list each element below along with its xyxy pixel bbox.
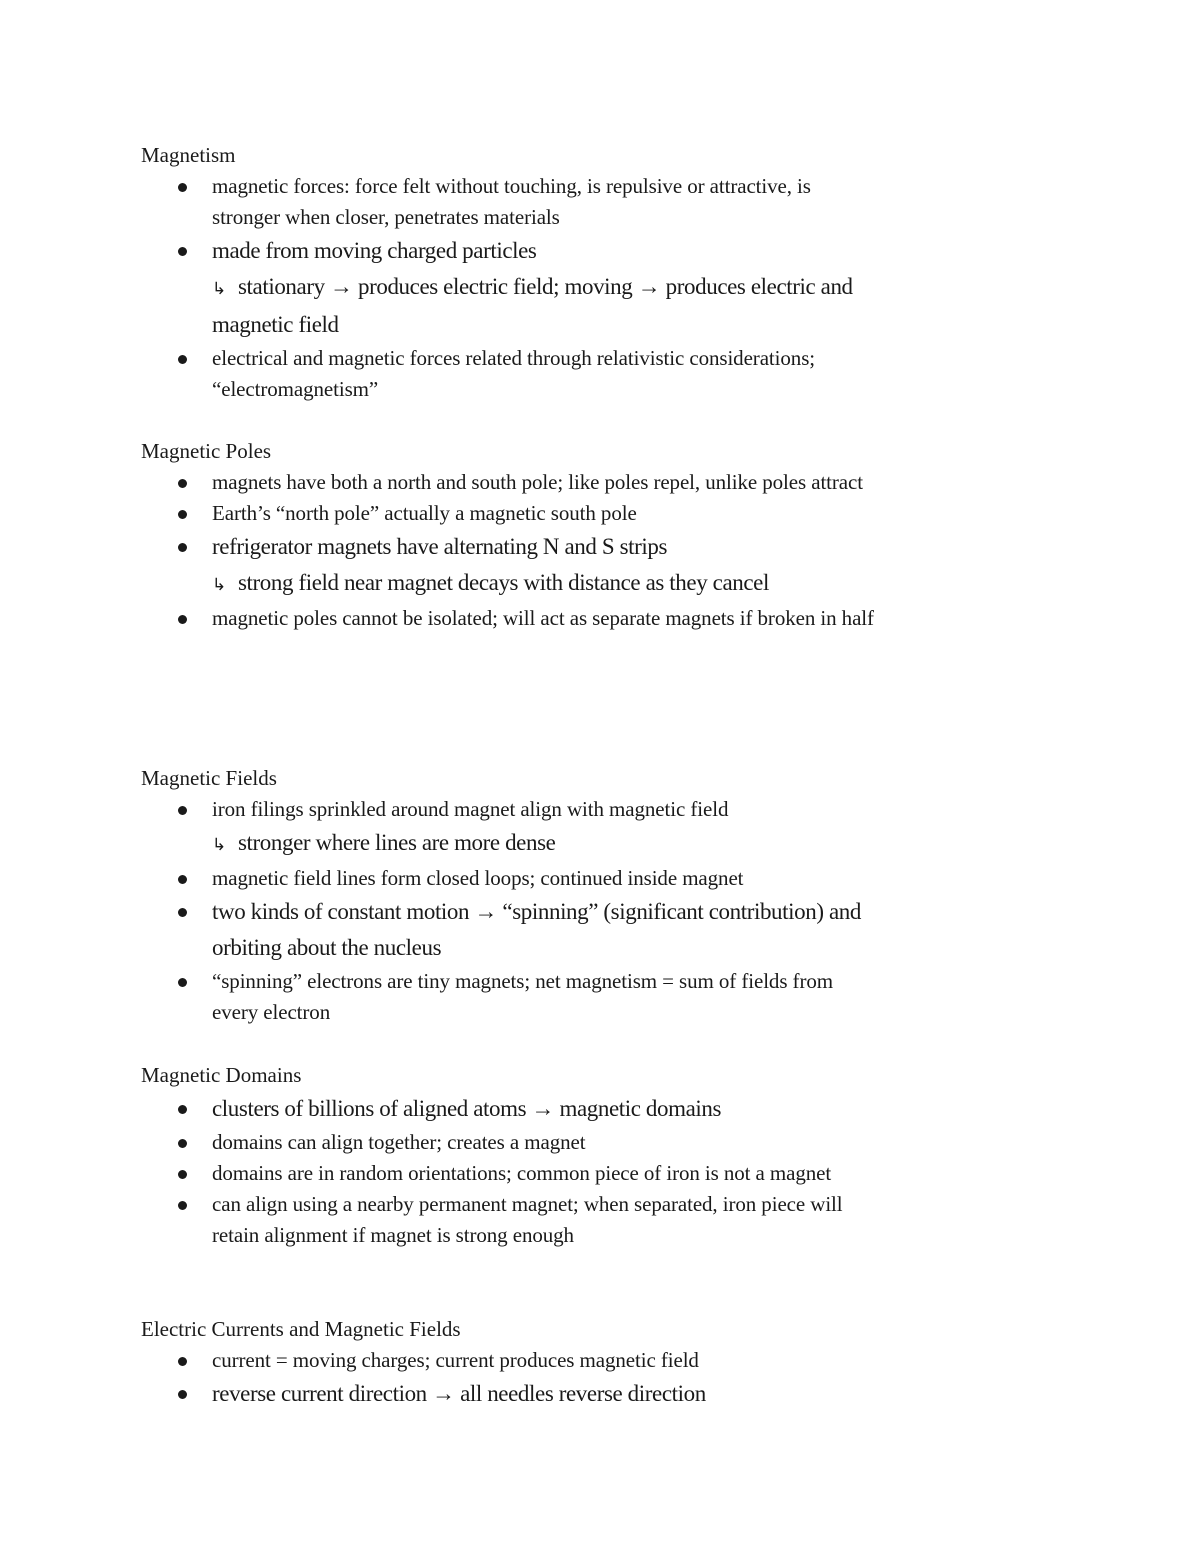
section-electric-currents xyxy=(141,1314,881,1412)
item-text: iron filings sprinkled around magnet align with magnetic field xyxy=(212,797,729,821)
section-heading: Electric Currents and Magnetic Fields xyxy=(141,1317,461,1341)
bullet-icon xyxy=(178,615,187,624)
item-text: magnetic field lines form closed loops; continued inside magnet xyxy=(212,866,744,890)
item-text: refrigerator magnets have alternating N and S strips xyxy=(212,534,668,559)
list-item xyxy=(141,863,881,894)
list-item xyxy=(141,343,881,405)
bullet-icon xyxy=(178,1357,187,1366)
list-item xyxy=(141,171,881,233)
sub-note-text: stationary → produces electric field; moving → produces electric and magnetic field xyxy=(212,274,853,337)
item-text: can align using a nearby permanent magnet; when separated, iron piece will retain alignment if magnet is strong enough xyxy=(212,1192,843,1247)
list-item xyxy=(141,794,881,863)
sub-note xyxy=(212,269,881,343)
return-arrow-icon: ↳ xyxy=(212,279,226,299)
list-item xyxy=(141,894,881,966)
list-item xyxy=(141,1158,881,1189)
list-item xyxy=(141,1345,881,1376)
bullet-list xyxy=(141,794,881,1028)
section-magnetic-fields xyxy=(141,763,881,1028)
list-item xyxy=(141,1091,881,1127)
return-arrow-icon: ↳ xyxy=(212,575,226,595)
list-item xyxy=(141,1189,881,1251)
section-magnetic-domains xyxy=(141,1060,881,1251)
sub-note xyxy=(212,565,881,603)
bullet-list xyxy=(141,171,881,405)
bullet-icon xyxy=(178,1390,187,1399)
bullet-list xyxy=(141,1345,881,1412)
bullet-icon xyxy=(178,1201,187,1210)
list-item xyxy=(141,1376,881,1412)
section-magnetic-poles xyxy=(141,436,881,634)
bullet-icon xyxy=(178,543,187,552)
bullet-icon xyxy=(178,1105,187,1114)
item-text: magnetic poles cannot be isolated; will act as separate magnets if broken in half xyxy=(212,606,874,630)
item-text: clusters of billions of aligned atoms → magnetic domains xyxy=(212,1096,722,1121)
item-text: two kinds of constant motion → “spinning” (significant contribution) and orbiting about the nucleus xyxy=(212,899,861,960)
list-item xyxy=(141,1127,881,1158)
bullet-icon xyxy=(178,1170,187,1179)
item-text: current = moving charges; current produces magnetic field xyxy=(212,1348,699,1372)
sub-note-text: stronger where lines are more dense xyxy=(238,830,556,855)
list-item xyxy=(141,233,881,343)
section-magnetism xyxy=(141,140,881,405)
bullet-icon xyxy=(178,806,187,815)
bullet-icon xyxy=(178,247,187,256)
list-item xyxy=(141,467,881,498)
bullet-icon xyxy=(178,875,187,884)
item-text: Earth’s “north pole” actually a magnetic south pole xyxy=(212,501,637,525)
bullet-icon xyxy=(178,1139,187,1148)
item-text: domains can align together; creates a magnet xyxy=(212,1130,586,1154)
sub-note xyxy=(212,825,881,863)
item-text: electrical and magnetic forces related through relativistic considerations; “electromagnetism” xyxy=(212,346,815,401)
item-text: magnetic forces: force felt without touching, is repulsive or attractive, is stronger when closer, penetrates materials xyxy=(212,174,811,229)
return-arrow-icon: ↳ xyxy=(212,835,226,855)
bullet-icon xyxy=(178,183,187,192)
section-heading: Magnetic Fields xyxy=(141,766,277,790)
section-heading: Magnetic Poles xyxy=(141,439,272,463)
item-text: made from moving charged particles xyxy=(212,238,537,263)
bullet-list xyxy=(141,467,881,634)
bullet-icon xyxy=(178,908,187,917)
list-item xyxy=(141,498,881,529)
section-heading: Magnetism xyxy=(141,143,236,167)
sub-note-text: strong field near magnet decays with distance as they cancel xyxy=(238,570,769,595)
bullet-icon xyxy=(178,355,187,364)
list-item xyxy=(141,529,881,603)
list-item xyxy=(141,966,881,1028)
section-heading: Magnetic Domains xyxy=(141,1063,302,1087)
item-text: magnets have both a north and south pole; like poles repel, unlike poles attract xyxy=(212,470,863,494)
bullet-list xyxy=(141,1091,881,1251)
bullet-icon xyxy=(178,479,187,488)
bullet-icon xyxy=(178,510,187,519)
list-item xyxy=(141,603,881,634)
item-text: reverse current direction → all needles reverse direction xyxy=(212,1381,706,1406)
bullet-icon xyxy=(178,978,187,987)
item-text: domains are in random orientations; common piece of iron is not a magnet xyxy=(212,1161,832,1185)
item-text: “spinning” electrons are tiny magnets; net magnetism = sum of fields from every electron xyxy=(212,969,833,1024)
